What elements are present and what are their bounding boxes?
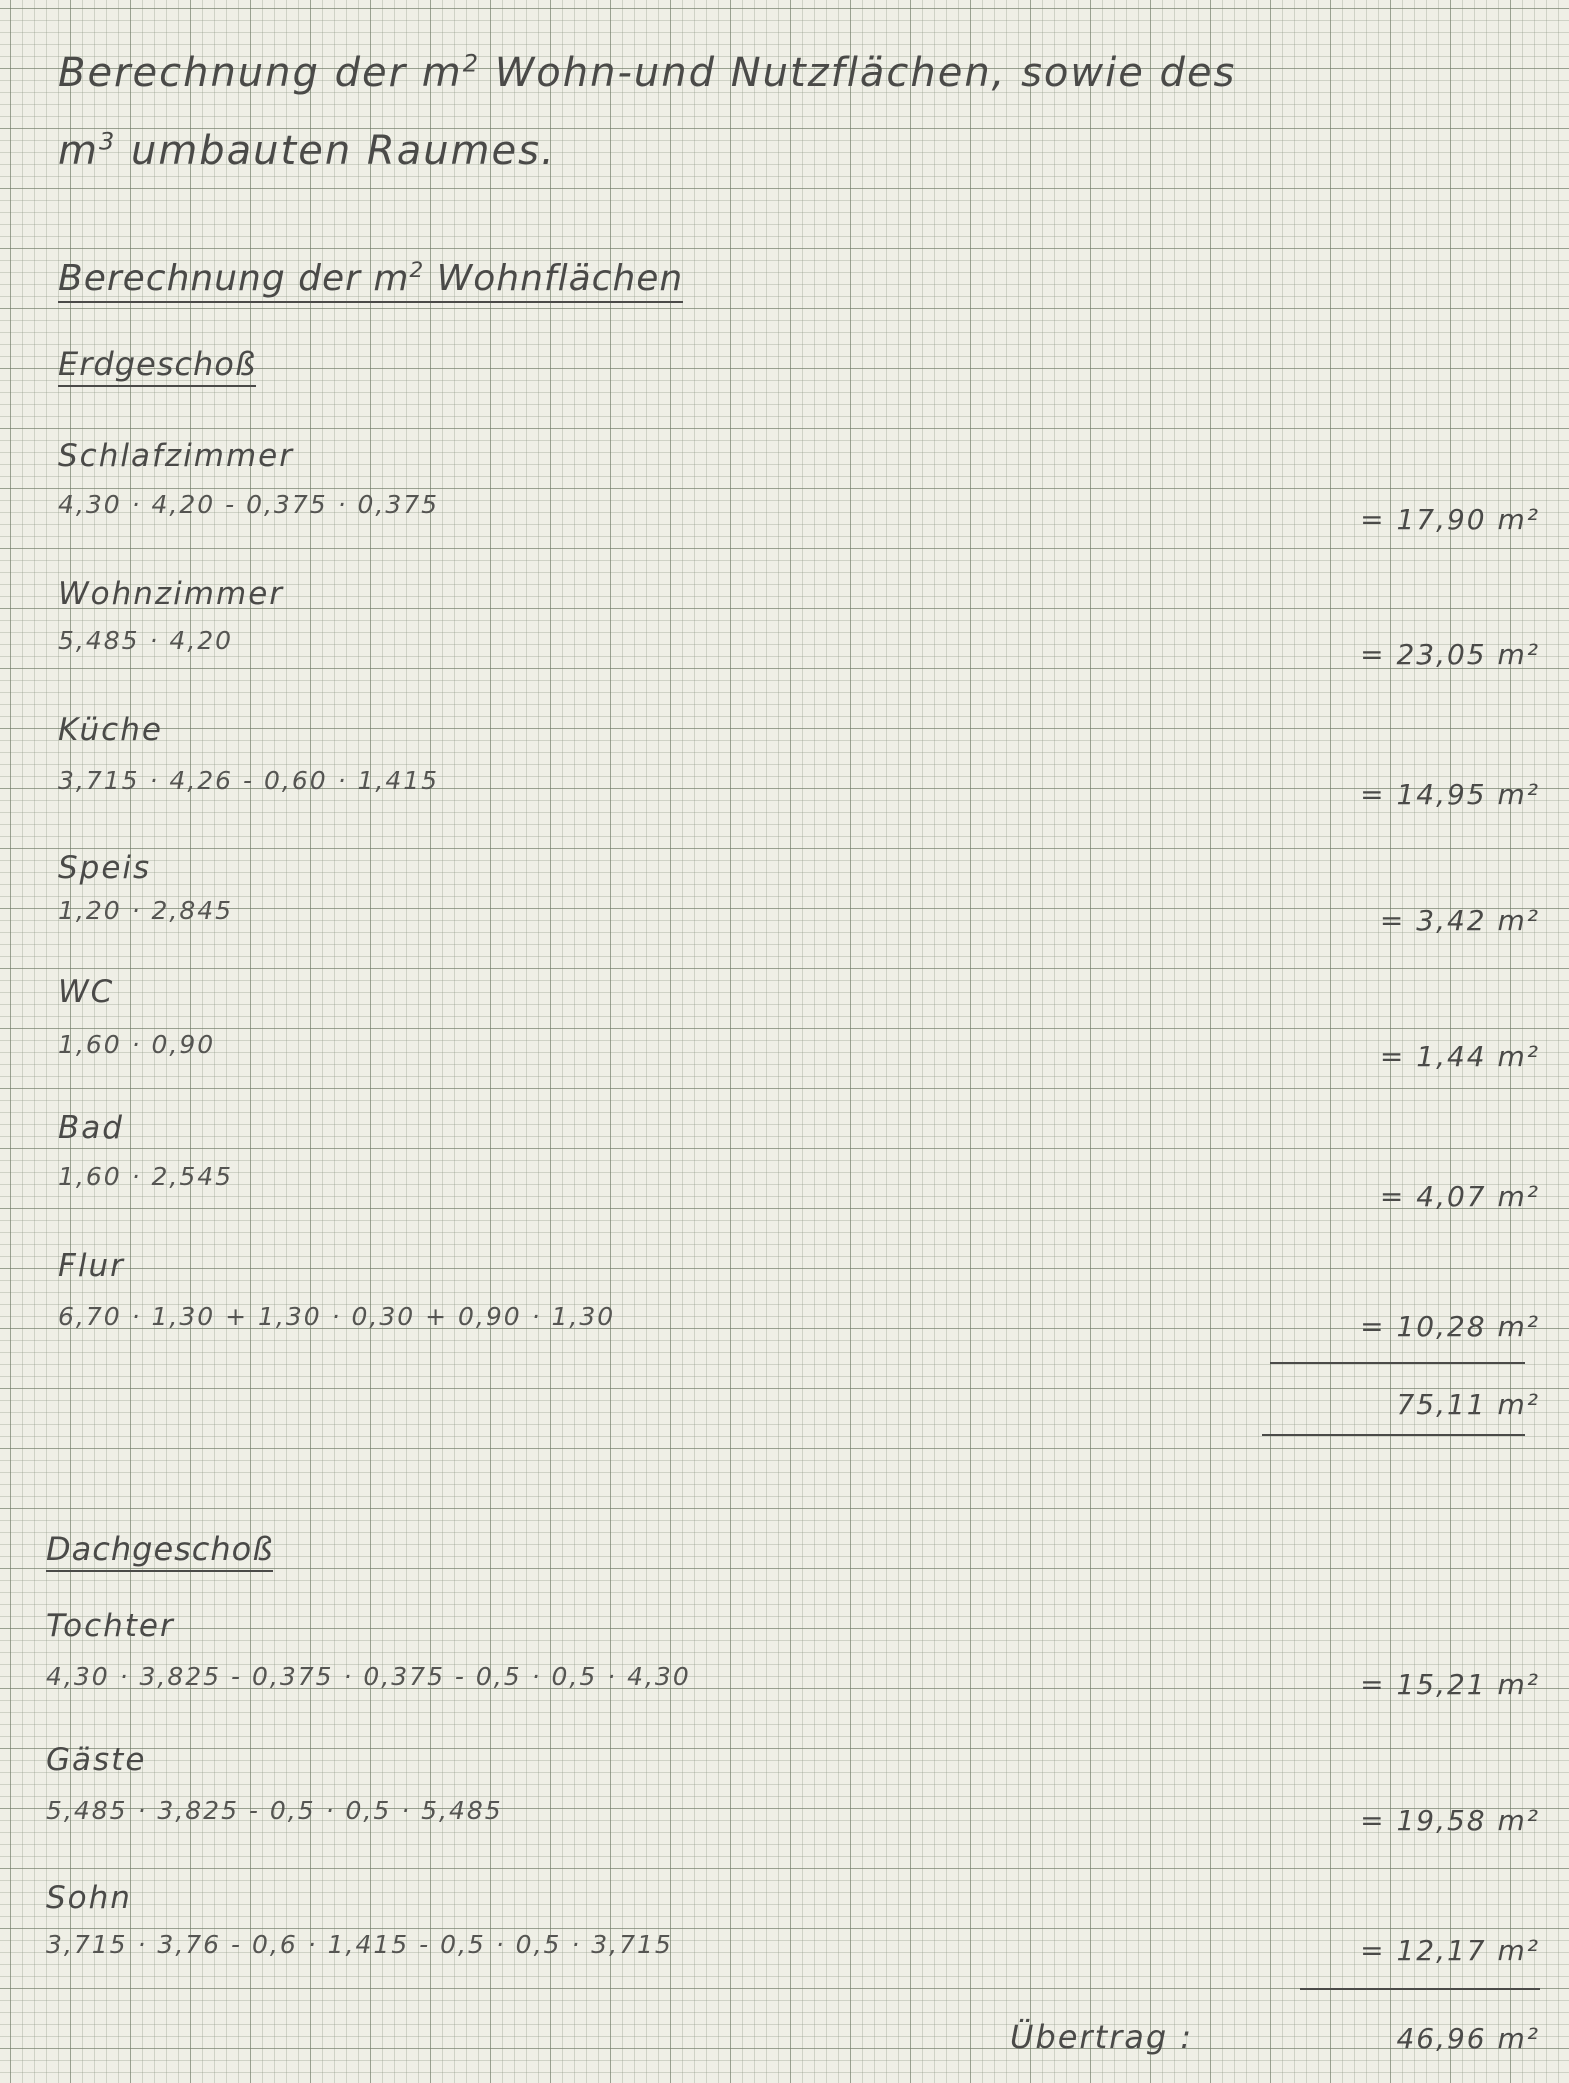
room-name: Flur (58, 1248, 125, 1284)
room-formula: 5,485 · 3,825 - 0,5 · 0,5 · 5,485 (46, 1796, 503, 1825)
title2-text-a: m (58, 128, 99, 174)
room-formula: 4,30 · 4,20 - 0,375 · 0,375 (58, 490, 440, 519)
room-formula: 6,70 · 1,30 + 1,30 · 0,30 + 0,90 · 1,30 (58, 1302, 616, 1331)
room-area-result: = 12,17 m² (1360, 1934, 1540, 1967)
sum-double-rule-line (1262, 1434, 1525, 1436)
section-heading-superscript: 2 (409, 258, 425, 283)
room-name: Bad (58, 1110, 124, 1146)
section-heading-wohnflaechen (58, 258, 683, 303)
title2-text-b: umbauten Raumes. (116, 128, 556, 174)
room-area-result: = 10,28 m² (1360, 1310, 1540, 1343)
room-area-result: = 19,58 m² (1360, 1804, 1540, 1837)
room-formula: 1,20 · 2,845 (58, 896, 234, 925)
uebertrag-label: Übertrag : (1010, 2018, 1194, 2056)
uebertrag-value: 46,96 m² (1396, 2022, 1540, 2055)
section-heading-text-b: Wohnflächen (424, 258, 684, 299)
room-name: Speis (58, 850, 152, 886)
floor-heading-dachgeschoss: Dachgeschoß (46, 1530, 273, 1572)
sum-rule-line (1270, 1362, 1525, 1364)
room-formula: 1,60 · 0,90 (58, 1030, 216, 1059)
room-name: Wohnzimmer (58, 576, 285, 612)
floor-heading-erdgeschoss: Erdgeschoß (58, 345, 256, 387)
room-area-result: = 14,95 m² (1360, 778, 1540, 811)
room-area-result: = 17,90 m² (1360, 503, 1540, 536)
room-formula: 5,485 · 4,20 (58, 626, 234, 655)
erdgeschoss-sum: 75,11 m² (1396, 1388, 1540, 1421)
room-area-result: = 1,44 m² (1379, 1040, 1540, 1073)
room-area-result: = 3,42 m² (1379, 904, 1540, 937)
room-formula: 3,715 · 3,76 - 0,6 · 1,415 - 0,5 · 0,5 · 3,715 (46, 1930, 673, 1959)
room-area-result: = 15,21 m² (1360, 1668, 1540, 1701)
room-area-result: = 23,05 m² (1360, 638, 1540, 671)
section-heading-text-a: Berechnung der m (58, 258, 410, 299)
room-name: Sohn (46, 1880, 132, 1916)
room-formula: 3,715 · 4,26 - 0,60 · 1,415 (58, 766, 440, 795)
document-title-line-1 (58, 50, 1236, 96)
document-title-line-2 (58, 128, 556, 174)
room-name: Tochter (46, 1608, 175, 1644)
room-name: Gäste (46, 1742, 147, 1778)
room-name: Küche (58, 712, 163, 748)
title-superscript: 2 (462, 49, 481, 78)
title2-superscript: 3 (98, 127, 117, 156)
room-name: Schlafzimmer (58, 438, 294, 474)
room-formula: 1,60 · 2,545 (58, 1162, 234, 1191)
title-text-a: Berechnung der m (58, 50, 463, 96)
uebertrag-rule-line (1300, 1988, 1540, 1990)
room-name: WC (58, 974, 115, 1010)
room-area-result: = 4,07 m² (1379, 1180, 1540, 1213)
room-formula: 4,30 · 3,825 - 0,375 · 0,375 - 0,5 · 0,5 · 4,30 (46, 1662, 691, 1691)
title-text-b: Wohn-und Nutzflächen, sowie des (480, 50, 1237, 96)
